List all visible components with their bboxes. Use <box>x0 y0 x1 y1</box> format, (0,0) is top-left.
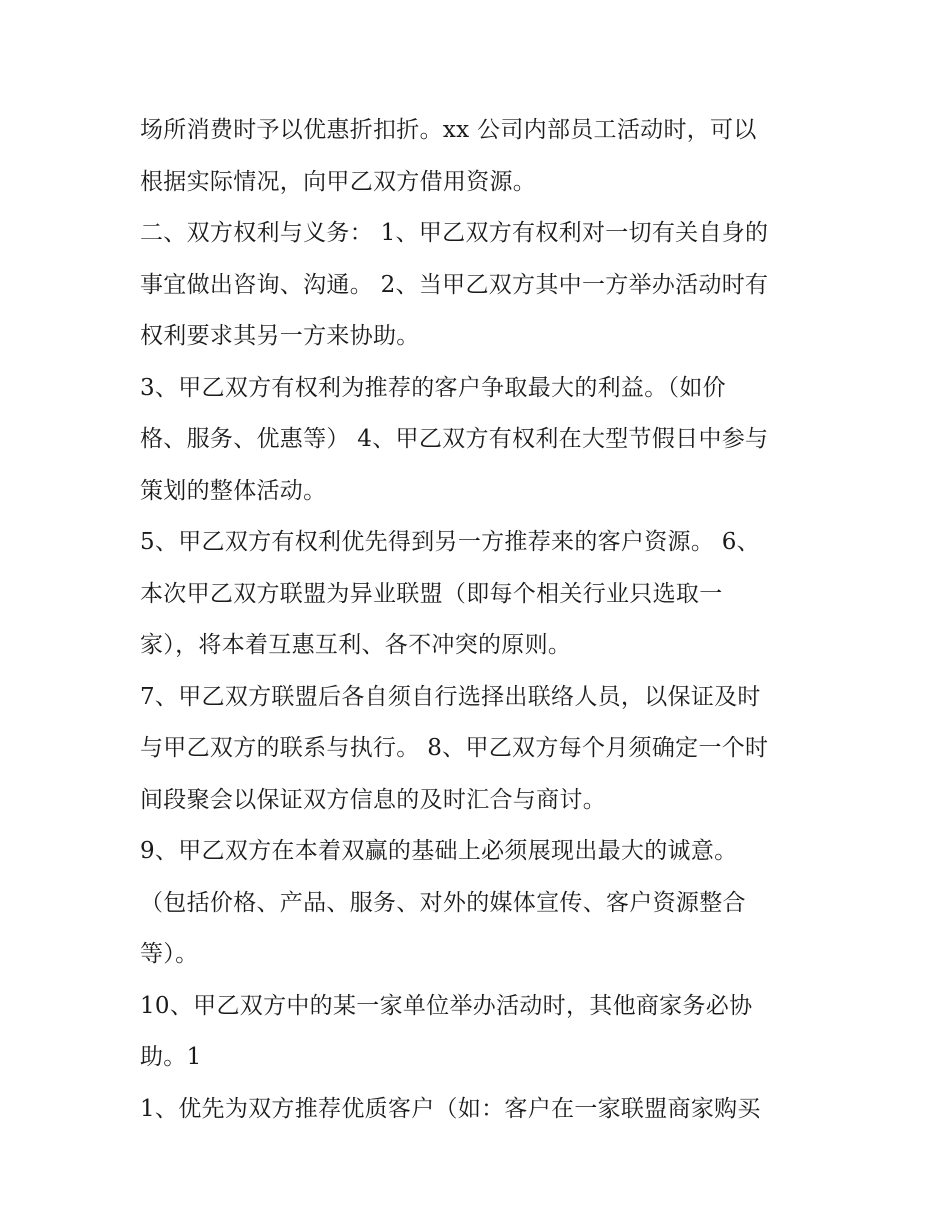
text-line: 本次甲乙双方联盟为异业联盟（即每个相关行业只选取一 <box>140 580 723 607</box>
text-line: 场所消费时予以优惠折扣折。xx 公司内部员工活动时，可以 <box>140 117 757 143</box>
text-line: 权利要求其另一方来协助。 <box>140 323 420 349</box>
text-line: 家），将本着互惠互利、各不冲突的原则。 <box>140 632 572 658</box>
document-body <box>140 105 820 1135</box>
text-line: 9、甲乙双方在本着双赢的基础上必须展现出最大的诚意。 <box>140 838 738 864</box>
text-line: 格、服务、优惠等） 4、甲乙双方有权利在大型节假日中参与 <box>140 426 769 452</box>
text-line: 助。1 <box>140 1044 202 1070</box>
text-line: 间段聚会以保证双方信息的及时汇合与商讨。 <box>140 786 606 813</box>
text-line: 1、优先为双方推荐优质客户（如：客户在一家联盟商家购买 <box>140 1095 761 1122</box>
text-line: 7、甲乙双方联盟后各自须自行选择出联络人员，以保证及时 <box>140 683 761 710</box>
text-line: （包括价格、产品、服务、对外的媒体宣传、客户资源整合 <box>140 889 746 916</box>
text-line: 二、双方权利与义务： 1、甲乙双方有权利对一切有关自身的 <box>140 220 769 246</box>
text-line: 根据实际情况，向甲乙双方借用资源。 <box>140 168 537 195</box>
text-line: 5、甲乙双方有权利优先得到另一方推荐来的客户资源。 6、 <box>140 529 760 555</box>
text-line: 10、甲乙双方中的某一家单位举办活动时，其他商家务必协 <box>140 992 753 1019</box>
text-line: 3、甲乙双方有权利为推荐的客户争取最大的利益。（如价 <box>140 374 726 401</box>
text-line: 策划的整体活动。 <box>140 477 327 504</box>
text-line: 等）。 <box>140 941 199 967</box>
text-line: 事宜做出咨询、沟通。 2、当甲乙双方其中一方举办活动时有 <box>140 271 769 298</box>
text-line: 与甲乙双方的联系与执行。 8、甲乙双方每个月须确定一个时 <box>140 735 769 761</box>
